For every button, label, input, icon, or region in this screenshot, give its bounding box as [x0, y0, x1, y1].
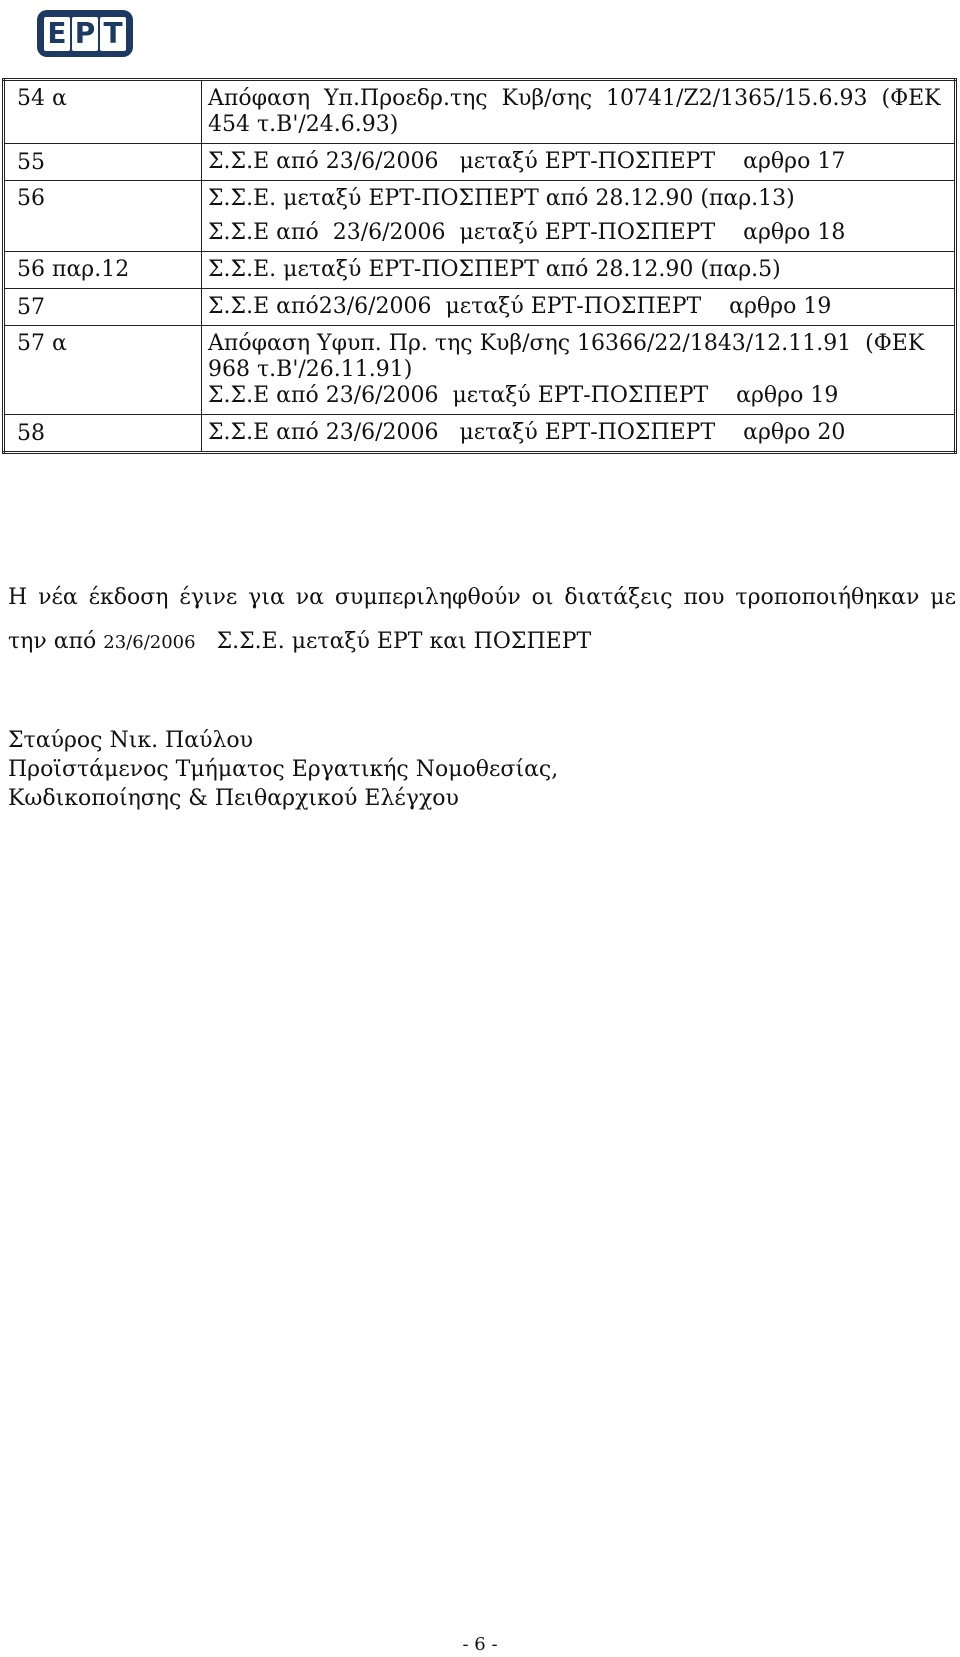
description-line: 968 τ.Β'/26.11.91) [208, 357, 413, 382]
logo-letter-rho: Ρ [72, 17, 98, 51]
description-line: Σ.Σ.Ε από 23/6/2006 μεταξύ ΕΡΤ-ΠΟΣΠΕΡΤ αρθρο 19 [208, 383, 839, 408]
description-line: Σ.Σ.Ε. μεταξύ ΕΡΤ-ΠΟΣΠΕΡΤ από 28.12.90 (παρ.13) [208, 186, 795, 211]
row-number: 55 [4, 144, 202, 181]
revision-note-prefix: την από [8, 629, 97, 654]
row-description [202, 252, 956, 289]
row-number: 54 α [4, 80, 202, 144]
table-row [4, 326, 956, 415]
table-row [4, 289, 956, 326]
description-line: Σ.Σ.Ε από 23/6/2006 μεταξύ ΕΡΤ-ΠΟΣΠΕΡΤ αρθρο 17 [208, 149, 846, 174]
row-description [202, 144, 956, 181]
row-number: 56 παρ.12 [4, 252, 202, 289]
description-line: Σ.Σ.Ε από 23/6/2006 μεταξύ ΕΡΤ-ΠΟΣΠΕΡΤ αρθρο 18 [208, 220, 846, 245]
revision-note [8, 576, 956, 665]
signatory-title-line-2: Κωδικοποίησης & Πειθαρχικού Ελέγχου [8, 786, 459, 811]
row-number: 56 [4, 181, 202, 252]
row-description [202, 80, 956, 144]
ert-logo [37, 10, 133, 57]
row-number: 57 [4, 289, 202, 326]
revision-note-line-1: Η νέα έκδοση έγινε για να συμπεριληφθούν οι διατάξεις που τροποποιήθηκαν με [8, 585, 956, 610]
row-number: 58 [4, 415, 202, 453]
signature-block [8, 726, 558, 813]
revision-note-line-2 [8, 620, 956, 665]
logo-letter-epsilon: Ε [44, 17, 70, 51]
revision-note-suffix: Σ.Σ.Ε. μεταξύ ΕΡΤ και ΠΟΣΠΕΡΤ [216, 629, 592, 654]
signatory-title-line-1: Προϊστάμενος Τμήματος Εργατικής Νομοθεσίας, [8, 757, 559, 782]
row-number: 57 α [4, 326, 202, 415]
signatory-name: Σταύρος Νικ. Παύλου [8, 728, 254, 753]
row-description [202, 326, 956, 415]
page-number: - 6 - [462, 1634, 498, 1655]
provisions-table [2, 78, 957, 454]
revision-note-date: 23/6/2006 [103, 632, 196, 653]
row-description [202, 181, 956, 252]
table-row [4, 80, 956, 144]
description-line: Απόφαση Υπ.Προεδρ.της Κυβ/σης 10741/Ζ2/1365/15.6.93 (ΦΕΚ [208, 86, 941, 111]
description-line: Απόφαση Υφυπ. Πρ. της Κυβ/σης 16366/22/1843/12.11.91 (ΦΕΚ [208, 331, 925, 356]
table-row [4, 144, 956, 181]
description-line: Σ.Σ.Ε από 23/6/2006 μεταξύ ΕΡΤ-ΠΟΣΠΕΡΤ αρθρο 20 [208, 420, 846, 445]
description-line: Σ.Σ.Ε από23/6/2006 μεταξύ ΕΡΤ-ΠΟΣΠΕΡΤ αρθρο 19 [208, 294, 832, 319]
row-description [202, 415, 956, 453]
row-description [202, 289, 956, 326]
table-row [4, 252, 956, 289]
description-line: Σ.Σ.Ε. μεταξύ ΕΡΤ-ΠΟΣΠΕΡΤ από 28.12.90 (παρ.5) [208, 257, 781, 282]
description-line: 454 τ.Β'/24.6.93) [208, 112, 399, 137]
table-row [4, 181, 956, 252]
logo-letter-tau: Τ [100, 17, 126, 51]
table-row [4, 415, 956, 453]
